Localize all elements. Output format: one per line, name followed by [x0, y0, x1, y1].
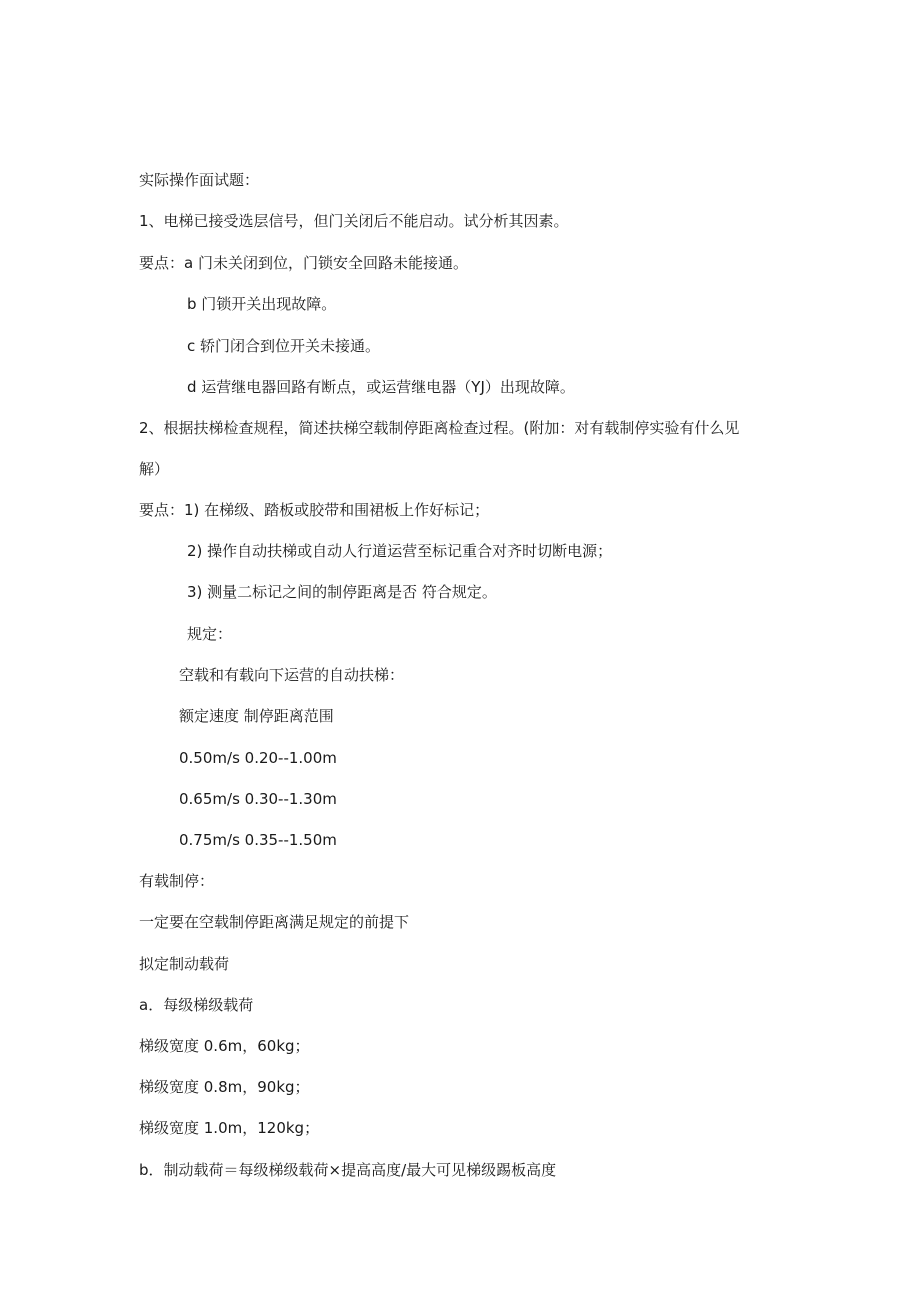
- q1-point-c: c 轿门闭合到位开关未接通。: [187, 337, 381, 355]
- q1-point-d: d 运营继电器回路有断点，或运营继电器（YJ）出现故障。: [187, 378, 575, 396]
- question-2-line-1: 2、根据扶梯检查规程，简述扶梯空载制停距离检查过程。(附加：对有载制停实验有什么见: [139, 419, 740, 437]
- rule-description: 空载和有载向下运营的自动扶梯：: [179, 666, 405, 684]
- loaded-line-6: 梯级宽度 1.0m，120kg；: [139, 1119, 320, 1137]
- table-header: 额定速度 制停距离范围: [179, 707, 334, 725]
- q2-point-2: 2) 操作自动扶梯或自动人行道运营至标记重合对齐时切断电源；: [187, 542, 613, 560]
- table-row: 0.50m/s 0.20--1.00m: [179, 749, 337, 767]
- loaded-line-3: a．每级梯级载荷: [139, 996, 254, 1014]
- loaded-line-1: 一定要在空载制停距离满足规定的前提下: [139, 913, 410, 931]
- rule-label: 规定：: [187, 625, 233, 643]
- q2-point-1: 要点：1) 在梯级、踏板或胶带和围裙板上作好标记；: [139, 501, 490, 519]
- loaded-line-4: 梯级宽度 0.6m，60kg；: [139, 1037, 310, 1055]
- document-title: 实际操作面试题：: [139, 171, 260, 189]
- q1-point-b: b 门锁开关出现故障。: [187, 295, 337, 313]
- question-2-line-2: 解）: [139, 460, 170, 478]
- q1-point-a: 要点：a 门未关闭到位，门锁安全回路未能接通。: [139, 254, 468, 272]
- loaded-line-7: b．制动载荷＝每级梯级载荷×提高高度/最大可见梯级踢板高度: [139, 1161, 557, 1179]
- loaded-line-2: 拟定制动载荷: [139, 955, 230, 973]
- question-1: 1、电梯已接受选层信号，但门关闭后不能启动。试分析其因素。: [139, 212, 569, 230]
- table-row: 0.65m/s 0.30--1.30m: [179, 790, 337, 808]
- loaded-line-5: 梯级宽度 0.8m，90kg；: [139, 1078, 310, 1096]
- table-row: 0.75m/s 0.35--1.50m: [179, 831, 337, 849]
- q2-point-3: 3) 测量二标记之间的制停距离是否 符合规定。: [187, 583, 497, 601]
- loaded-title: 有载制停：: [139, 872, 215, 890]
